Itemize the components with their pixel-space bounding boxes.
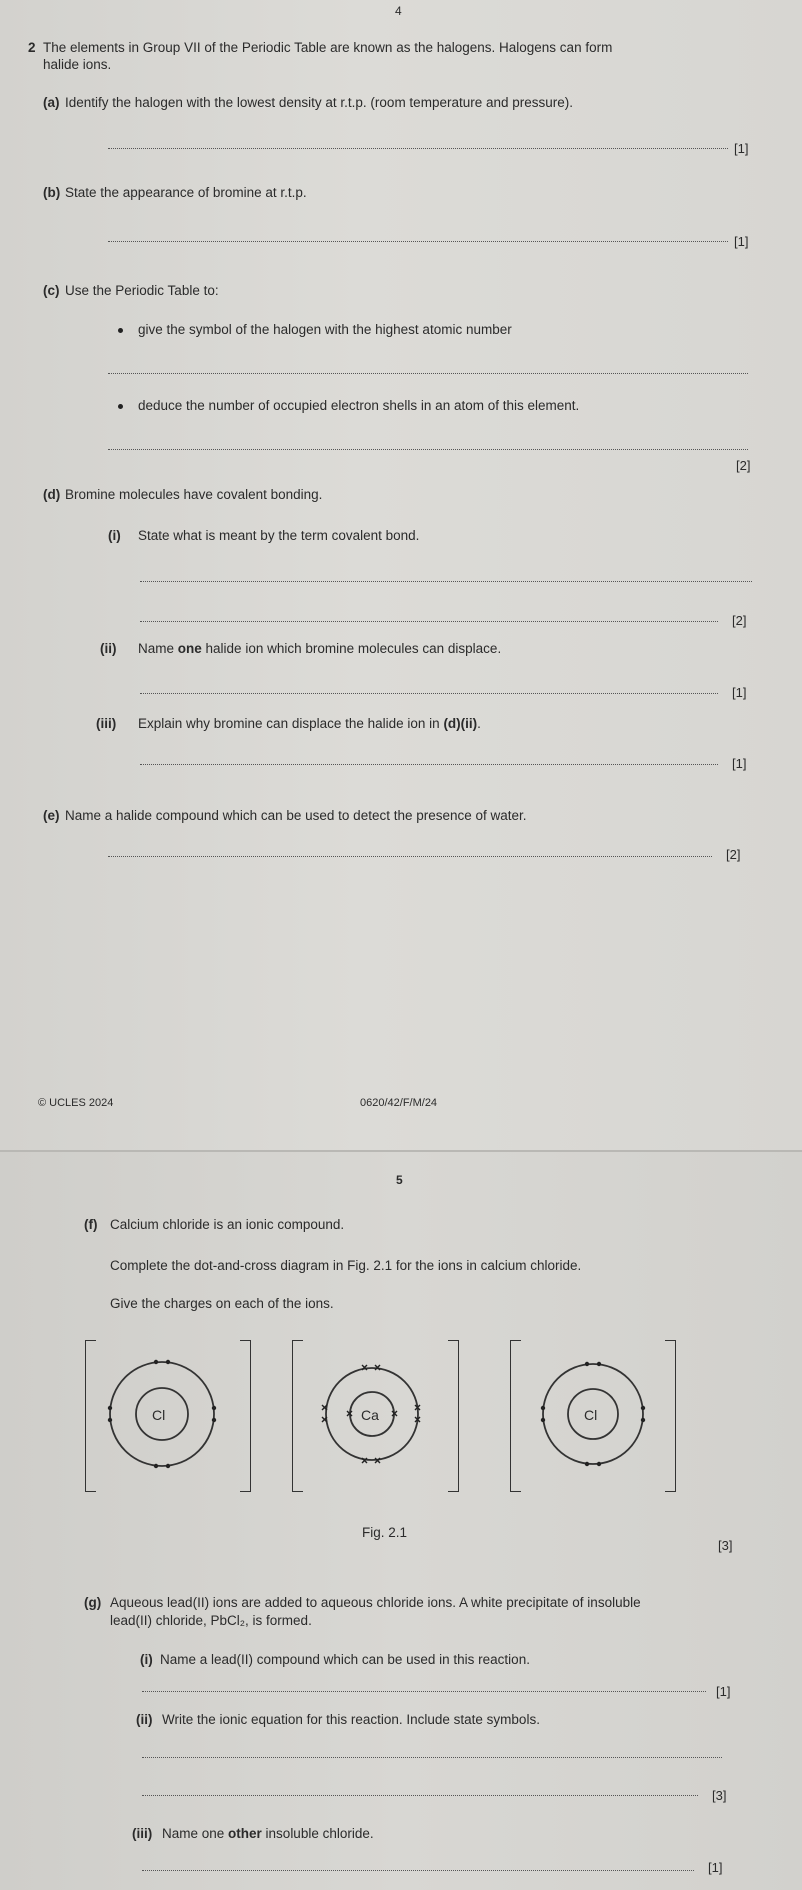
part-d-label: (d)	[43, 487, 61, 502]
part-c-bullet2: deduce the number of occupied electron shells in an atom of this element.	[138, 398, 580, 413]
answer-line-a[interactable]	[108, 148, 728, 149]
exam-page-5	[0, 1152, 802, 1890]
part-giii-text: Name one other insoluble chloride.	[162, 1826, 374, 1841]
part-e-label: (e)	[43, 808, 60, 823]
marks-f: [3]	[718, 1538, 733, 1553]
part-gi-label: (i)	[140, 1652, 153, 1667]
bullet-icon	[118, 328, 123, 333]
part-f-text3: Give the charges on each of the ions.	[110, 1296, 334, 1311]
part-g-text2: lead(II) chloride, PbCl₂, is formed.	[110, 1613, 312, 1628]
answer-line-giii[interactable]	[142, 1870, 694, 1871]
answer-line-e[interactable]	[108, 856, 712, 857]
part-di-text: State what is meant by the term covalent bond.	[138, 528, 420, 543]
answer-line-c1[interactable]	[108, 373, 748, 374]
part-giii-label: (iii)	[132, 1826, 153, 1841]
left-bracket	[292, 1340, 303, 1492]
marks-gi: [1]	[716, 1684, 731, 1699]
part-dii-label: (ii)	[100, 641, 117, 656]
part-f-label: (f)	[84, 1217, 98, 1232]
part-gii-text: Write the ionic equation for this reaction. Include state symbols.	[162, 1712, 540, 1727]
marks-e: [2]	[726, 847, 741, 862]
left-bracket	[85, 1340, 96, 1492]
answer-line-gii1[interactable]	[142, 1757, 722, 1758]
part-g-label: (g)	[84, 1595, 102, 1610]
chlorine-shells-right	[533, 1357, 663, 1477]
marks-giii: [1]	[708, 1860, 723, 1875]
marks-b: [1]	[734, 234, 749, 249]
part-di-label: (i)	[108, 528, 121, 543]
page-number: 4	[395, 4, 402, 18]
ion-label-chlorine-right: Cl	[584, 1407, 598, 1423]
part-diii-label: (iii)	[96, 716, 117, 731]
marks-gii: [3]	[712, 1788, 727, 1803]
figure-caption: Fig. 2.1	[362, 1525, 408, 1540]
part-c-text: Use the Periodic Table to:	[65, 283, 219, 298]
right-bracket	[448, 1340, 459, 1492]
ion-label-calcium: Ca	[361, 1407, 379, 1423]
marks-a: [1]	[734, 141, 749, 156]
part-dii-text: Name one halide ion which bromine molecules can displace.	[138, 641, 502, 656]
part-b-label: (b)	[43, 185, 61, 200]
answer-line-gii2[interactable]	[142, 1795, 698, 1796]
answer-line-c2[interactable]	[108, 449, 748, 450]
answer-line-b[interactable]	[108, 241, 728, 242]
left-bracket	[510, 1340, 521, 1492]
marks-di: [2]	[732, 613, 747, 628]
question-intro-line2: halide ions.	[43, 57, 112, 72]
part-gi-text: Name a lead(II) compound which can be used in this reaction.	[160, 1652, 530, 1667]
part-f-text2: Complete the dot-and-cross diagram in Fig. 2.1 for the ions in calcium chloride.	[110, 1258, 582, 1273]
answer-line-di1[interactable]	[140, 581, 752, 582]
question-number: 2	[28, 40, 36, 55]
part-f-text: Calcium chloride is an ionic compound.	[110, 1217, 345, 1232]
part-a-label: (a)	[43, 95, 60, 110]
right-bracket	[665, 1340, 676, 1492]
part-g-text1: Aqueous lead(II) ions are added to aqueous chloride ions. A white precipitate of insoluble	[110, 1595, 641, 1610]
marks-c: [2]	[736, 458, 751, 473]
part-c-bullet1: give the symbol of the halogen with the highest atomic number	[138, 322, 512, 337]
part-gii-label: (ii)	[136, 1712, 153, 1727]
ion-label-chlorine-left: Cl	[152, 1407, 166, 1423]
right-bracket	[240, 1340, 251, 1492]
part-diii-text: Explain why bromine can displace the halide ion in (d)(ii).	[138, 716, 481, 731]
marks-dii: [1]	[732, 685, 747, 700]
part-e-text: Name a halide compound which can be used to detect the presence of water.	[65, 808, 527, 823]
answer-line-gi[interactable]	[142, 1691, 706, 1692]
part-a-text: Identify the halogen with the lowest density at r.t.p. (room temperature and pressure).	[65, 95, 574, 110]
part-c-label: (c)	[43, 283, 60, 298]
question-intro-line1: The elements in Group VII of the Periodic Table are known as the halogens. Halogens can form	[43, 40, 613, 55]
marks-diii: [1]	[732, 756, 747, 771]
part-b-text: State the appearance of bromine at r.t.p.	[65, 185, 307, 200]
footer-paper-code: 0620/42/F/M/24	[360, 1097, 438, 1109]
bullet-icon	[118, 404, 123, 409]
part-d-text: Bromine molecules have covalent bonding.	[65, 487, 323, 502]
answer-line-di2[interactable]	[140, 621, 718, 622]
answer-line-dii[interactable]	[140, 693, 718, 694]
footer-copyright: © UCLES 2024	[38, 1097, 114, 1109]
answer-line-diii[interactable]	[140, 764, 718, 765]
page-number: 5	[396, 1173, 403, 1187]
